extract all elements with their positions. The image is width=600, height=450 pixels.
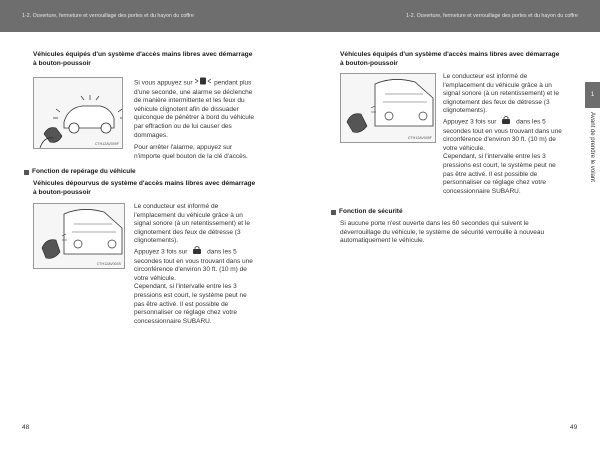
chapter-tab: 1 <box>585 82 600 108</box>
right-section-title: Véhicules équipés d'un système d'accès mains libres avec démarrage à bouton-poussoir <box>340 51 560 67</box>
left-subheading: Fonction de repérage du véhicule <box>24 168 136 177</box>
figure-vehicle-locator <box>33 203 125 269</box>
square-bullet-icon <box>24 170 29 175</box>
figure2-code: CTH12AV004S <box>96 262 121 266</box>
right-header-text: 1-2. Ouverture, fermeture et verrouillage des portes et du hayon du coffre <box>406 13 578 19</box>
panic-button-icon <box>194 77 212 89</box>
vehicle-locator-illustration <box>34 204 125 269</box>
left-section1-title: Véhicules équipés d'un système d'accès mains libres avec démarrage à bouton-poussoir <box>33 51 253 67</box>
square-bullet-icon <box>331 210 336 215</box>
figure-keyless-locator <box>340 73 436 143</box>
figure-panic-alarm <box>33 77 123 149</box>
left-para-locator: Le conducteur est informé de l'emplacement du véhicule grâce à un signal sonore (à un retentissement) et le clignotement des feux de détresse (3 clignotements). Appuyez 3 fois sur dans les 5 secondes tout en vous trouvant dans une circonférence d'environ 30 ft. (10 m) de votre véhicule. Cependant, si l'intervalle entre les 3 pressions est court, le système peut ne pas être activé. Il est possible de personnaliser ce réglage chez votre concessionnaire SUBARU. <box>134 203 253 325</box>
left-header-text: 1-2. Ouverture, fermeture et verrouillage des portes et du hayon du coffre <box>22 13 194 19</box>
figure1-code: CTH12AV009F <box>94 142 119 146</box>
left-header-bar <box>0 0 300 32</box>
right-page-number: 49 <box>570 424 578 431</box>
right-para-locator: Le conducteur est informé de l'emplacement du véhicule grâce à un signal sonore (à un retentissement) et le clignotement des feux de détresse (3 clignotements). Appuyez 3 fois sur dans les 5 secondes tout en vous trouvant dans une circonférence d'environ 30 ft. (10 m) de votre véhicule. Cependant, si l'intervalle entre les 3 pressions est court, le système peut ne pas être activé. Il est possible de personnaliser ce réglage chez votre concessionnaire SUBARU. <box>443 73 562 195</box>
left-section2-title: Véhicules dépourvus de système d'accès mains libres avec démarrage à bouton-poussoir <box>33 180 256 196</box>
lock-icon <box>498 116 514 128</box>
right-header-bar <box>300 0 600 32</box>
right-subheading: Fonction de sécurité <box>331 208 403 217</box>
right-page <box>300 0 600 450</box>
chapter-side-label: Avant de prendre le volant <box>589 112 595 182</box>
panic-alarm-illustration <box>34 78 123 149</box>
left-para-alarm: Si vous appuyez sur pendant plus d'une seconde, une alarme se déclenche de manière intermittente et les feux du véhicule clignotent afin de dissuader quiconque de pénétrer à bord du véhicule par effraction ou de lui causer des dommages. Pour arrêter l'alarme, appuyez sur n'importe quel bouton de la clé d'accès. <box>134 77 279 161</box>
keyless-locator-illustration <box>341 74 436 143</box>
right-para-security: Si aucune porte n'est ouverte dans les 60 secondes qui suivent le déverrouillage du véhicule, le système de sécurité verrouille à nouveau automatiquement le véhicule. <box>340 220 545 245</box>
left-page-number: 48 <box>22 424 30 431</box>
lock-icon <box>189 246 205 258</box>
right-figure-code: CTH12AV005F <box>407 136 432 140</box>
